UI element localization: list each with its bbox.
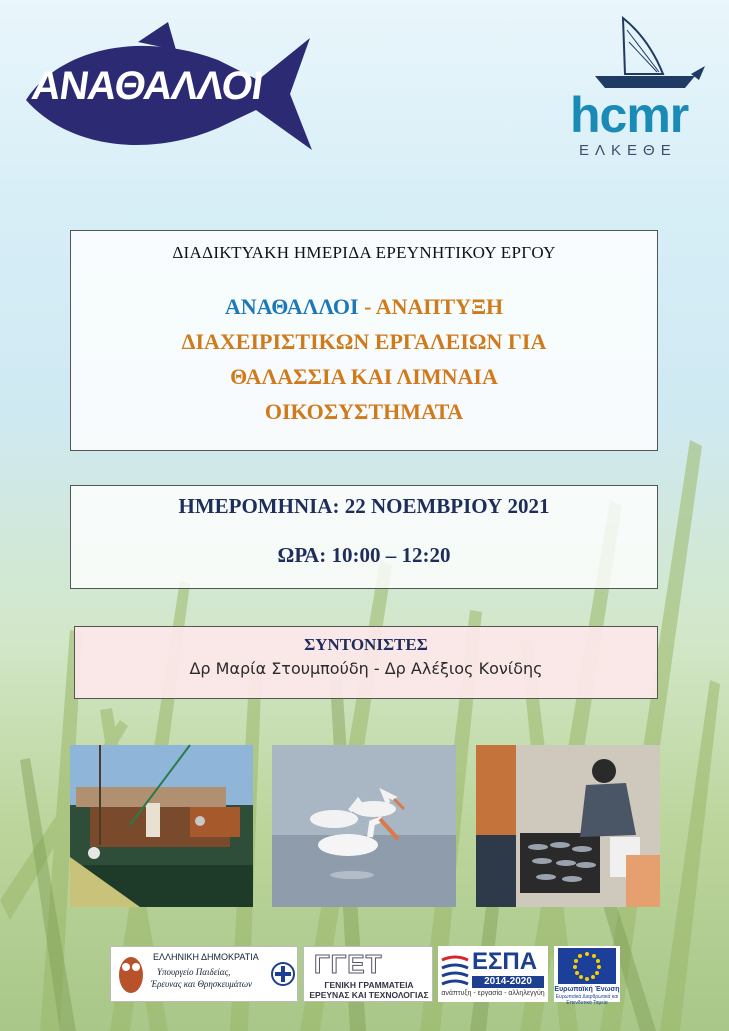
title-separator: -	[358, 294, 376, 319]
coordinators-label: ΣΥΝΤΟΝΙΣΤΕΣ	[304, 635, 428, 654]
espa-motto: ανάπτυξη - εργασία - αλληλεγγύη	[441, 990, 545, 997]
title-line-1: ΑΝΑΠΤΥΞΗ	[375, 294, 504, 319]
espa-text: ΕΣΠΑ	[472, 948, 538, 975]
event-time: ΩΡΑ: 10:00 – 12:20	[277, 543, 451, 567]
espa-logo	[438, 946, 548, 1002]
gsrt-logo	[303, 946, 433, 1002]
espa-years: 2014-2020	[472, 976, 544, 988]
gsrt-logo-text: ΓΓΕΤ	[314, 949, 383, 979]
seagrass-background	[0, 380, 729, 1031]
ministry-line-1: ΕΛΛΗΝΙΚΗ ΔΗΜΟΚΡΑΤΙΑ	[153, 952, 259, 962]
eu-line-1: Ευρωπαϊκή Ένωση	[554, 986, 620, 993]
gsrt-line-2: ΕΡΕΥΝΑΣ ΚΑΙ ΤΕΧΝΟΛΟΓΙΑΣ	[309, 990, 429, 1000]
greek-emblem-icon	[271, 959, 295, 989]
ministry-line-3: Έρευνας και Θρησκευμάτων	[151, 979, 253, 989]
sponsors-bar	[110, 946, 620, 1006]
fishing-boats-photo	[70, 745, 253, 907]
ministry-logo	[110, 946, 298, 1002]
eu-flag-icon	[558, 948, 616, 984]
pelicans-photo	[272, 745, 456, 907]
coordinators-box	[74, 626, 658, 699]
title-line-4: ΟΙΚΟΣΥΣΤΗΜΑΤΑ	[264, 399, 464, 424]
event-title-box	[70, 230, 658, 451]
gsrt-line-1: ΓΕΝΙΚΗ ΓΡΑΜΜΑΤΕΙΑ	[324, 980, 414, 990]
title-line-3: ΘΑΛΑΣΣΙΑ ΚΑΙ ΛΙΜΝΑΙΑ	[230, 364, 498, 389]
owl-icon	[111, 947, 151, 1001]
coordinators-names: Δρ Μαρία Στουμπούδη - Δρ Αλέξιος Κονίδης	[189, 659, 543, 678]
project-name: ΑΝΑΘΑΛΛΟΙ	[224, 294, 359, 319]
eu-logo	[554, 946, 620, 1006]
hcmr-logo-subtitle: ΕΛΚΕΘΕ	[579, 142, 677, 159]
hcmr-logo-text: hcmr	[570, 87, 689, 143]
title-line-2: ΔΙΑΧΕΙΡΙΣΤΙΚΩΝ ΕΡΓΑΛΕΙΩΝ ΓΙΑ	[181, 329, 547, 354]
eu-line-2: Ευρωπαϊκά Διαρθρωτικά και Επενδυτικά Ταμεία	[555, 994, 619, 1006]
ministry-line-2: Υπουργείο Παιδείας,	[157, 967, 231, 977]
event-kicker: ΔΙΑΔΙΚΤΥΑΚΗ ΗΜΕΡΙΔΑ ΕΡΕΥΝΗΤΙΚΟΥ ΕΡΓΟΥ	[172, 243, 556, 262]
event-title	[71, 289, 657, 429]
fish-sampling-photo	[476, 745, 660, 907]
schedule-box	[70, 485, 658, 589]
event-date: ΗΜΕΡΟΜΗΝΙΑ: 22 ΝΟΕΜΒΡΙΟΥ 2021	[178, 494, 550, 518]
espa-stripes-icon	[440, 952, 470, 988]
fish-logo-text: ΑΝΑΘΑΛΛΟΙ	[28, 64, 266, 108]
